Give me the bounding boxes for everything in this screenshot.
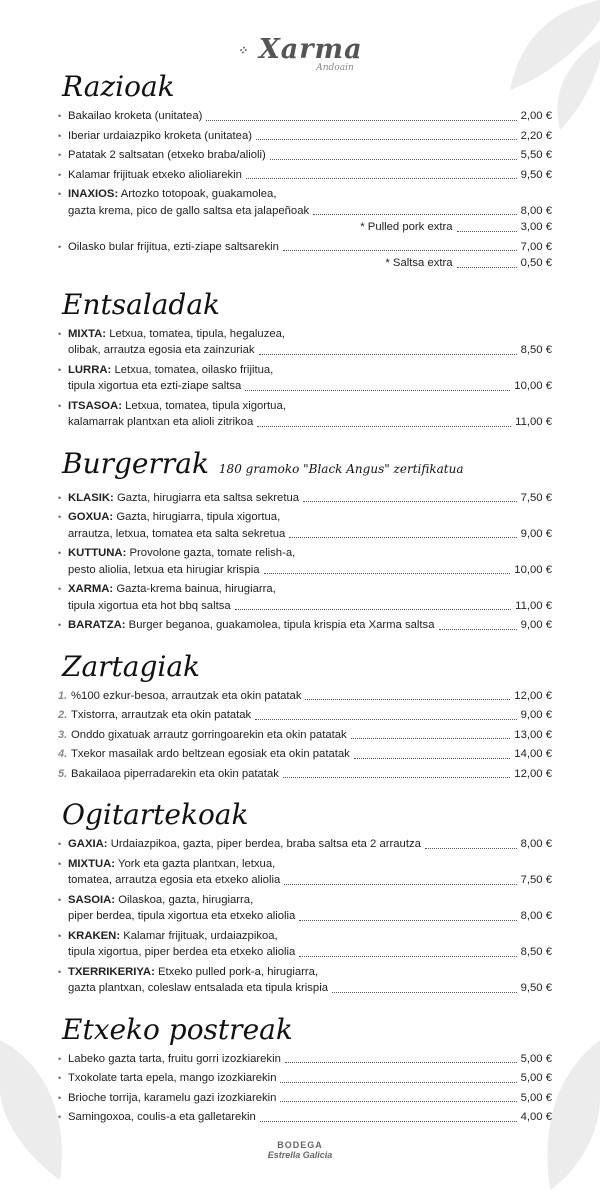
section-title bbox=[62, 288, 552, 322]
item-line bbox=[58, 167, 552, 184]
bullet-icon: • bbox=[58, 894, 62, 905]
bullet-icon: • bbox=[58, 241, 62, 252]
item-name: KRAKEN: bbox=[68, 929, 121, 942]
item-price: 9,00 € bbox=[520, 619, 552, 631]
item-description: Onddo gixatuak arrautz gorringoarekin eta okin patatak bbox=[71, 728, 347, 741]
item-name: XARMA: bbox=[68, 583, 114, 595]
item-text bbox=[68, 964, 318, 981]
item-line bbox=[58, 980, 552, 997]
bullet-icon: • bbox=[58, 1092, 62, 1103]
item-description-cont: kalamarrak plantxan eta alioli zitrikoa bbox=[68, 416, 254, 428]
item-text bbox=[68, 836, 421, 853]
item-description: Kalamar frijituak, urdaiazpikoa, bbox=[123, 929, 278, 942]
section-title-text: Ogitartekoak bbox=[62, 798, 249, 831]
item-line bbox=[58, 203, 552, 220]
item-price: 4,00 € bbox=[520, 1111, 552, 1123]
item-line bbox=[58, 964, 552, 981]
bullet-icon: • bbox=[58, 858, 62, 869]
item-price: 2,20 € bbox=[520, 129, 552, 142]
item-text bbox=[68, 128, 252, 145]
dot-leader bbox=[206, 120, 516, 121]
item-line bbox=[58, 414, 552, 431]
dot-leader bbox=[260, 1121, 517, 1122]
item-price: 5,50 € bbox=[520, 149, 552, 161]
item-line bbox=[58, 545, 552, 562]
dot-leader bbox=[280, 1082, 516, 1083]
item-line bbox=[58, 239, 552, 256]
item-name: INAXIOS: bbox=[68, 188, 119, 200]
item-description: Gazta, hirugiarra eta saltsa sekretua bbox=[116, 491, 300, 504]
item-text bbox=[71, 707, 251, 724]
item-text bbox=[68, 509, 280, 526]
item-text bbox=[68, 147, 266, 164]
item-description-cont: tomatea, arrautza egosia eta etxeko aliolia bbox=[68, 874, 281, 886]
extra-text: * Pulled pork extra bbox=[360, 221, 453, 233]
bullet-icon: • bbox=[58, 1053, 62, 1064]
menu-section bbox=[58, 1013, 552, 1126]
item-description-cont: arrautza, letxua, tomatea eta salta sekretua bbox=[68, 527, 286, 540]
item-description: Samingoxoa, coulis-a eta galletarekin bbox=[68, 1111, 256, 1123]
dot-leader bbox=[264, 573, 511, 574]
menu-item bbox=[58, 836, 552, 853]
item-price: 10,00 € bbox=[514, 380, 552, 392]
item-text bbox=[68, 1090, 276, 1107]
item-number: 3. bbox=[58, 728, 68, 741]
item-line bbox=[58, 617, 552, 634]
bullet-icon: • bbox=[58, 512, 62, 522]
item-line bbox=[58, 598, 552, 615]
item-price: 14,00 € bbox=[514, 748, 552, 760]
menu-item bbox=[58, 398, 552, 431]
item-number: 2. bbox=[58, 709, 68, 721]
dot-leader bbox=[284, 884, 516, 885]
section-title-text: Razioak bbox=[62, 70, 175, 103]
item-description: Iberiar urdaiazpiko kroketa (unitatea) bbox=[68, 129, 252, 142]
bullet-icon: • bbox=[58, 130, 62, 141]
item-description: Patatak 2 saltsatan (etxeko braba/alioli) bbox=[68, 149, 266, 161]
item-description: Txokolate tarta epela, mango izozkiarekin bbox=[68, 1072, 277, 1084]
section-title-text: Entsaladak bbox=[62, 287, 221, 321]
item-description: Brioche torrija, karamelu gazi izozkiarekin bbox=[68, 1091, 277, 1104]
item-price: 7,00 € bbox=[520, 240, 552, 253]
menu-item bbox=[58, 239, 552, 272]
item-price: 13,00 € bbox=[514, 728, 552, 741]
footer-line1: BODEGA bbox=[277, 1140, 323, 1150]
dot-leader bbox=[283, 777, 510, 778]
item-line bbox=[58, 892, 552, 909]
section-title-text: Etxeko postreak bbox=[62, 1012, 293, 1046]
section-title bbox=[62, 798, 552, 832]
dot-leader bbox=[235, 609, 511, 610]
item-line bbox=[58, 688, 552, 705]
item-text bbox=[68, 398, 286, 415]
item-name: KLASIK: bbox=[68, 491, 114, 504]
bullet-icon: • bbox=[58, 364, 62, 375]
item-extra bbox=[58, 255, 552, 272]
brand-header bbox=[0, 34, 600, 73]
menu-section bbox=[58, 650, 552, 783]
item-line bbox=[58, 362, 552, 379]
item-name: ITSASOA: bbox=[68, 399, 122, 412]
item-price: 11,00 € bbox=[515, 416, 552, 428]
dot-leader bbox=[255, 719, 516, 720]
item-price: 8,50 € bbox=[520, 946, 552, 958]
menu-item bbox=[58, 727, 552, 744]
item-line bbox=[58, 707, 552, 724]
item-name: KUTTUNA: bbox=[68, 547, 127, 559]
bullet-icon: • bbox=[58, 169, 62, 180]
menu-item bbox=[58, 1090, 552, 1107]
bullet-icon: • bbox=[58, 584, 62, 594]
item-price: 9,50 € bbox=[520, 982, 552, 994]
item-text bbox=[68, 186, 276, 203]
menu-item bbox=[58, 766, 552, 783]
item-line bbox=[58, 562, 552, 579]
item-description-cont: piper berdea, tipula xigortua eta etxeko aliolia bbox=[68, 910, 296, 922]
item-line bbox=[58, 908, 552, 925]
menu-content bbox=[58, 70, 552, 1142]
menu-item bbox=[58, 928, 552, 961]
item-name: MIXTUA: bbox=[68, 857, 116, 870]
bullet-icon: • bbox=[58, 930, 62, 941]
dot-leader bbox=[439, 629, 517, 630]
item-price: 5,00 € bbox=[520, 1091, 552, 1104]
menu-section bbox=[58, 447, 552, 634]
brand-name: Xarma bbox=[258, 34, 363, 65]
menu-section bbox=[58, 798, 552, 997]
dot-leader bbox=[457, 267, 517, 268]
item-description: Labeko gazta tarta, fruitu gorri izozkiarekin bbox=[68, 1052, 281, 1065]
item-number: 4. bbox=[58, 748, 68, 760]
menu-item bbox=[58, 362, 552, 395]
menu-item bbox=[58, 1051, 552, 1068]
extra-text: * Saltsa extra bbox=[385, 257, 453, 269]
item-line bbox=[58, 928, 552, 945]
item-price: 12,00 € bbox=[514, 767, 552, 780]
item-line bbox=[58, 186, 552, 203]
item-line bbox=[58, 509, 552, 526]
item-line bbox=[58, 490, 552, 507]
dot-leader bbox=[257, 426, 511, 427]
item-price: 10,00 € bbox=[514, 563, 552, 576]
item-description: Oilaskoa, gazta, hirugiarra, bbox=[118, 893, 254, 906]
item-description-cont: olibak, arrautza egosia eta zainzuriak bbox=[68, 344, 255, 356]
item-description: Oilasko bular frijitua, ezti-ziape saltsarekin bbox=[68, 240, 279, 253]
dot-leader bbox=[305, 699, 510, 700]
item-text bbox=[68, 326, 285, 343]
item-name: SASOIA: bbox=[68, 893, 116, 906]
menu-item bbox=[58, 1070, 552, 1087]
item-description: Provolone gazta, tomate relish-a, bbox=[129, 547, 296, 559]
item-description-cont: gazta plantxan, coleslaw entsalada eta tipula krispia bbox=[68, 982, 328, 994]
item-line bbox=[58, 766, 552, 783]
item-line bbox=[58, 147, 552, 164]
menu-item bbox=[58, 108, 552, 125]
item-name: TXERRIKERIYA: bbox=[68, 965, 155, 978]
dot-leader bbox=[457, 231, 517, 232]
item-line bbox=[58, 1051, 552, 1068]
item-number: 1. bbox=[58, 689, 68, 702]
menu-item bbox=[58, 856, 552, 889]
item-extra bbox=[58, 219, 552, 236]
extra-price: 3,00 € bbox=[520, 221, 552, 233]
menu-item bbox=[58, 707, 552, 724]
section-title bbox=[62, 650, 552, 684]
item-description-cont: pesto aliolia, letxua eta hirugiar krispia bbox=[68, 563, 260, 576]
bullet-icon: • bbox=[58, 548, 62, 558]
menu-item bbox=[58, 746, 552, 763]
item-price: 7,50 € bbox=[520, 874, 552, 886]
item-price: 8,00 € bbox=[520, 910, 552, 922]
dot-leader bbox=[332, 992, 517, 993]
dot-leader bbox=[245, 390, 510, 391]
item-description: Bakailaoa piperradarekin eta okin patatak bbox=[71, 767, 279, 780]
footer-line2: Estrella Galicia bbox=[267, 1150, 333, 1160]
item-price: 7,50 € bbox=[520, 491, 552, 504]
dot-leader bbox=[289, 537, 516, 538]
item-price: 8,00 € bbox=[520, 204, 552, 217]
item-description-cont: tipula xigortua eta hot bbq saltsa bbox=[68, 599, 231, 612]
menu-item bbox=[58, 147, 552, 164]
item-line bbox=[58, 526, 552, 543]
item-text bbox=[68, 892, 253, 909]
item-line bbox=[58, 326, 552, 343]
bullet-icon: • bbox=[58, 966, 62, 977]
item-description: Urdaiazpikoa, gazta, piper berdea, braba saltsa eta 2 arrautza bbox=[110, 838, 421, 850]
item-description: York eta gazta plantxan, letxua, bbox=[118, 857, 276, 870]
item-description: Etxeko pulled pork-a, hirugiarra, bbox=[157, 965, 319, 978]
item-line bbox=[58, 727, 552, 744]
brand-logo bbox=[0, 34, 600, 65]
dot-leader bbox=[280, 1101, 516, 1102]
menu-item bbox=[58, 964, 552, 997]
dot-leader bbox=[351, 738, 511, 739]
dot-leader bbox=[246, 178, 517, 179]
bullet-icon: • bbox=[58, 492, 62, 503]
dot-leader bbox=[270, 159, 517, 160]
bullet-icon: • bbox=[58, 620, 62, 630]
menu-item bbox=[58, 509, 552, 542]
item-line bbox=[58, 581, 552, 598]
item-text bbox=[71, 727, 347, 744]
item-line bbox=[58, 836, 552, 853]
item-text bbox=[68, 239, 279, 256]
item-text bbox=[68, 856, 275, 873]
item-price: 11,00 € bbox=[515, 599, 552, 612]
item-text bbox=[68, 108, 202, 125]
bullet-icon: • bbox=[58, 839, 62, 849]
dot-leader bbox=[425, 848, 517, 849]
menu-section bbox=[58, 70, 552, 272]
item-line bbox=[58, 378, 552, 395]
item-text bbox=[68, 167, 242, 184]
item-text bbox=[68, 581, 276, 598]
item-description: Txekor masailak ardo beltzean egosiak eta okin patatak bbox=[71, 748, 350, 760]
item-line bbox=[58, 746, 552, 763]
menu-item bbox=[58, 688, 552, 705]
section-title bbox=[62, 1013, 552, 1047]
item-line bbox=[58, 856, 552, 873]
section-title-text: Zartagiak bbox=[62, 649, 201, 683]
footer-sponsor bbox=[0, 1140, 600, 1160]
item-description: Burger beganoa, guakamolea, tipula krispia eta Xarma saltsa bbox=[128, 619, 435, 631]
menu-item bbox=[58, 326, 552, 359]
item-description: Gazta-krema bainua, hirugiarra, bbox=[116, 583, 276, 595]
dot-leader bbox=[259, 354, 517, 355]
extra-price: 0,50 € bbox=[520, 257, 552, 269]
item-description: Letxua, tomatea, tipula, hegaluzea, bbox=[109, 327, 286, 340]
item-number: 5. bbox=[58, 767, 68, 780]
dot-leader bbox=[283, 250, 517, 251]
item-description: Artozko totopoak, guakamolea, bbox=[120, 188, 277, 200]
item-price: 5,00 € bbox=[520, 1052, 552, 1065]
dot-leader bbox=[313, 214, 516, 215]
item-description: Letxua, tomatea, oilasko frijitua, bbox=[114, 363, 274, 376]
item-line bbox=[58, 108, 552, 125]
item-line bbox=[58, 1070, 552, 1087]
menu-item bbox=[58, 186, 552, 236]
item-description: Letxua, tomatea, tipula xigortua, bbox=[125, 399, 286, 412]
item-price: 8,50 € bbox=[520, 344, 552, 356]
menu-item bbox=[58, 617, 552, 634]
dot-leader bbox=[299, 956, 516, 957]
item-text bbox=[68, 617, 435, 634]
bullet-icon: • bbox=[58, 1112, 62, 1122]
section-title-text: Burgerrak bbox=[62, 446, 209, 480]
bullet-icon: • bbox=[58, 1073, 62, 1083]
item-name: MIXTA: bbox=[68, 327, 107, 340]
item-line bbox=[58, 128, 552, 145]
section-title bbox=[62, 70, 552, 104]
logo-mark-icon: ⁘ bbox=[237, 43, 249, 58]
item-line bbox=[58, 342, 552, 359]
item-price: 9,00 € bbox=[520, 527, 552, 540]
item-name: LURRA: bbox=[68, 363, 112, 376]
bullet-icon: • bbox=[58, 150, 62, 160]
item-description: Bakailao kroketa (unitatea) bbox=[68, 110, 203, 122]
section-title bbox=[62, 447, 552, 486]
item-line bbox=[58, 398, 552, 415]
item-price: 5,00 € bbox=[520, 1072, 552, 1084]
bullet-icon: • bbox=[58, 400, 62, 411]
item-price: 9,50 € bbox=[520, 168, 552, 181]
menu-item bbox=[58, 545, 552, 578]
dot-leader bbox=[285, 1062, 517, 1063]
dot-leader bbox=[256, 139, 517, 140]
item-text bbox=[71, 746, 350, 763]
item-description: Txistorra, arrautzak eta okin patatak bbox=[71, 709, 252, 721]
item-line bbox=[58, 1090, 552, 1107]
item-text bbox=[71, 688, 301, 705]
item-name: GOXUA: bbox=[68, 511, 114, 523]
item-line bbox=[58, 1109, 552, 1126]
item-text bbox=[68, 928, 278, 945]
menu-item bbox=[58, 490, 552, 507]
item-description: %100 ezkur-besoa, arrautzak eta okin patatak bbox=[71, 689, 302, 702]
item-line bbox=[58, 944, 552, 961]
dot-leader bbox=[354, 758, 510, 759]
menu-item bbox=[58, 128, 552, 145]
item-text bbox=[68, 362, 273, 379]
section-note: 180 gramoko "Black Angus" zertifikatua bbox=[218, 461, 464, 476]
menu-item bbox=[58, 167, 552, 184]
item-text bbox=[68, 1070, 276, 1087]
item-name: GAXIA: bbox=[68, 838, 108, 850]
item-description-cont: gazta krema, pico de gallo saltsa eta jalapeñoak bbox=[68, 204, 310, 217]
item-price: 2,00 € bbox=[520, 110, 552, 122]
bullet-icon: • bbox=[58, 111, 62, 121]
item-price: 8,00 € bbox=[520, 838, 552, 850]
item-line bbox=[58, 872, 552, 889]
item-description-cont: tipula xigortua, piper berdea eta etxeko aliolia bbox=[68, 946, 296, 958]
item-price: 12,00 € bbox=[514, 689, 552, 702]
menu-item bbox=[58, 1109, 552, 1126]
item-name: BARATZA: bbox=[68, 619, 126, 631]
item-description-cont: tipula xigortua eta ezti-ziape saltsa bbox=[68, 380, 242, 392]
dot-leader bbox=[299, 920, 516, 921]
dot-leader bbox=[303, 501, 517, 502]
item-price: 9,00 € bbox=[520, 709, 552, 721]
bullet-icon: • bbox=[58, 328, 62, 339]
menu-item bbox=[58, 581, 552, 614]
menu-item bbox=[58, 892, 552, 925]
menu-section bbox=[58, 288, 552, 431]
bullet-icon: • bbox=[58, 189, 62, 199]
item-text bbox=[68, 545, 295, 562]
item-text bbox=[68, 1051, 281, 1068]
item-text bbox=[68, 1109, 256, 1126]
item-description: Kalamar frijituak etxeko alioliarekin bbox=[68, 168, 242, 181]
item-description: Gazta, hirugiarra, tipula xigortua, bbox=[116, 511, 281, 523]
brand-location: Andoain bbox=[316, 63, 354, 73]
item-text bbox=[68, 490, 299, 507]
item-text bbox=[71, 766, 279, 783]
